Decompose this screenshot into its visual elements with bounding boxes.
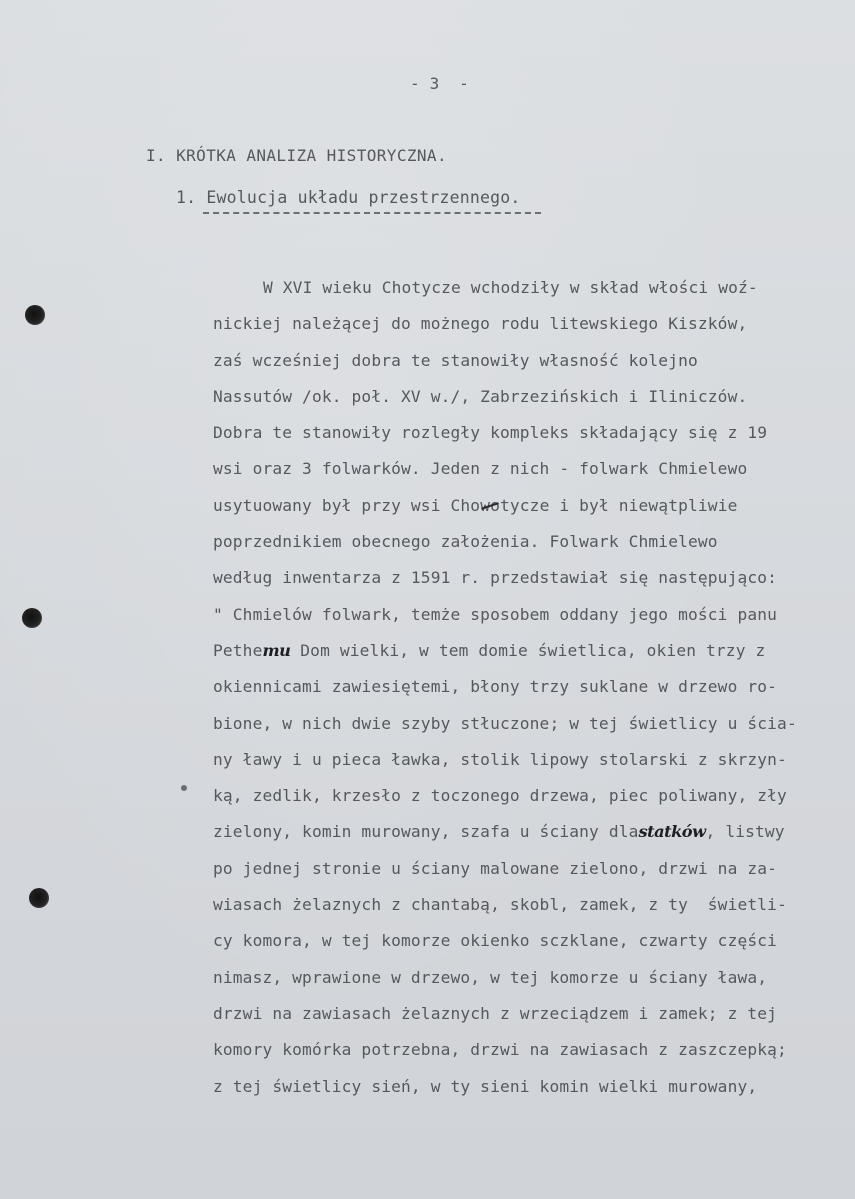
body-line: ką, zedlik, krzesło z toczonego drzewa, piec poliwany, zły [213, 786, 787, 806]
punch-hole [29, 888, 49, 908]
body-line: cy komora, w tej komorze okienko sczklane, czwarty części [213, 931, 778, 951]
section-heading: I. KRÓTKA ANALIZA HISTORYCZNA. [146, 146, 447, 165]
body-line-part: tycze i był niewątpliwie [499, 495, 738, 515]
body-line [213, 633, 833, 669]
body-line: ny ławy i u pieca ławka, stolik lipowy stolarski z skrzyn- [213, 749, 787, 769]
body-line [213, 814, 833, 850]
body-text [213, 270, 833, 1105]
body-line: okiennicami zawiesiętemi, błony trzy suklane w drzewo ro- [213, 677, 778, 697]
body-line: komory komórka potrzebna, drzwi na zawiasach z zaszczepką; [213, 1040, 787, 1060]
body-line-part: zielony, komin murowany, szafa u ściany dla [213, 822, 639, 842]
punch-hole [22, 608, 42, 628]
body-line: drzwi na zawiasach żelaznych z wrzeciądzem i zamek; z tej [213, 1003, 778, 1023]
body-line: wiasach żelaznych z chantabą, skobl, zamek, z ty świetli- [213, 895, 787, 915]
heading-underline [203, 212, 541, 214]
body-line: W XVI wieku Chotycze wchodziły w skład włości woź- [263, 278, 758, 297]
body-line: zaś wcześniej dobra te stanowiły własność kolejno [213, 350, 698, 370]
body-line-part: Dom wielki, w tem domie świetlica, okien trzy z [290, 640, 766, 660]
body-line: poprzednikiem obecnego założenia. Folwark Chmielewo [213, 532, 718, 552]
body-line: po jednej stronie u ściany malowane zielono, drzwi na za- [213, 858, 778, 878]
body-line-part: usytuowany był przy wsi Cho [213, 495, 481, 515]
body-line-part: Pethe [213, 640, 263, 660]
handwritten-insert: statków [638, 822, 706, 842]
body-line: nimasz, wprawione w drzewo, w tej komorze u ściany ława, [213, 967, 768, 987]
body-line: " Chmielów folwark, temże sposobem oddany jego mości panu [213, 604, 778, 624]
body-line [213, 488, 833, 524]
margin-dot [181, 785, 187, 791]
body-line: Nassutów /ok. poł. XV w./, Zabrzezińskich i Iliniczów. [213, 386, 748, 406]
subsection-heading: 1. Ewolucja układu przestrzennego. [176, 188, 521, 207]
body-line: nickiej należącej do możnego rodu litewskiego Kiszków, [213, 314, 748, 334]
body-line-part: , listwy [705, 822, 785, 842]
punch-hole [25, 305, 45, 325]
body-line: według inwentarza z 1591 r. przedstawiał się następująco: [213, 568, 778, 588]
body-line: z tej świetlicy sień, w ty sieni komin wielki murowany, [213, 1076, 758, 1096]
body-line: wsi oraz 3 folwarków. Jeden z nich - folwark Chmielewo [213, 459, 748, 479]
handwritten-insert: mu [262, 640, 291, 660]
page-number: - 3 - [410, 74, 469, 93]
body-line: Dobra te stanowiły rozległy kompleks składający się z 19 [213, 423, 768, 443]
struck-out-text: wo [480, 495, 500, 515]
body-line: bione, w nich dwie szyby stłuczone; w tej świetlicy u ścia- [213, 713, 797, 733]
